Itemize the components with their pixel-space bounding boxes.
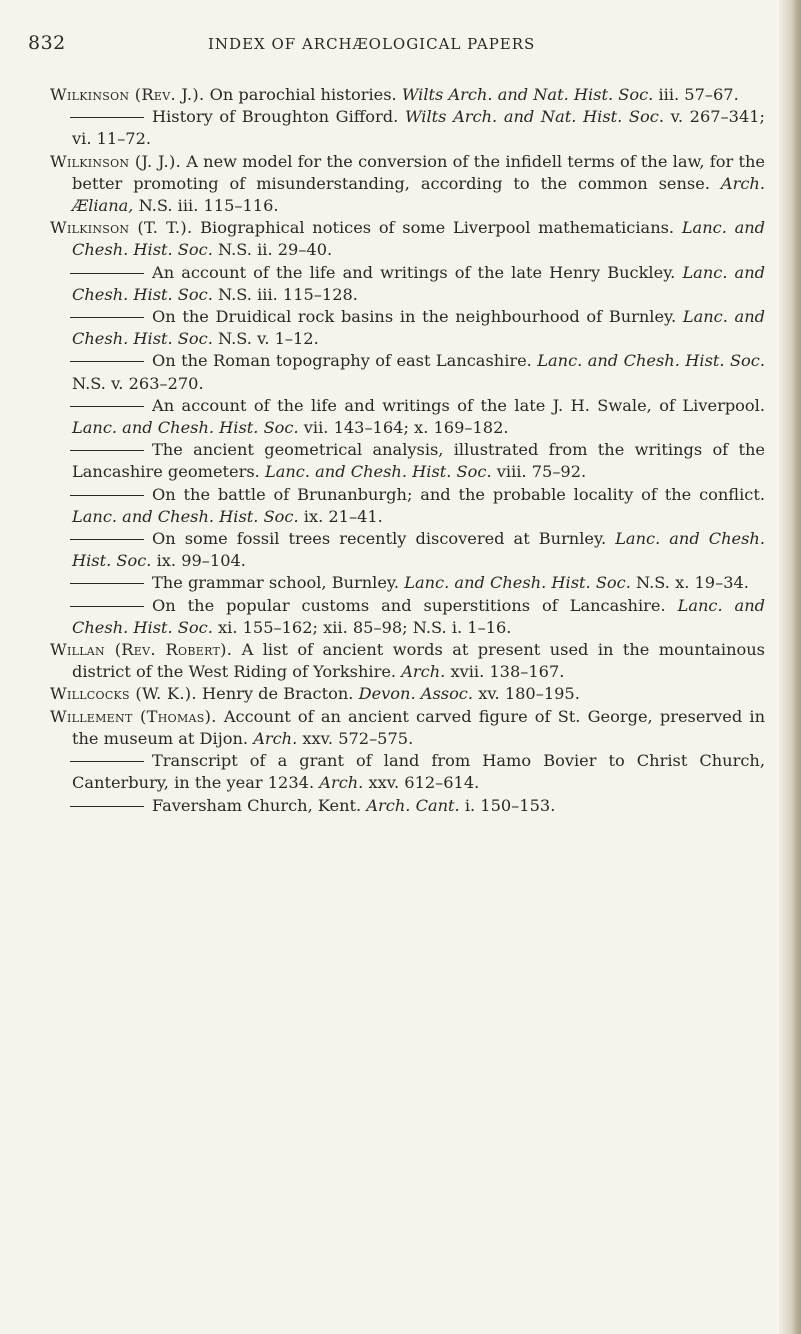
entry-source: Lanc. and Chesh. Hist. Soc. xyxy=(72,529,765,571)
index-entry xyxy=(50,439,765,483)
entry-reference: i. 150–153. xyxy=(464,795,556,815)
entry-title: On the Druidical rock basins in the neighbourhood of Burnley. xyxy=(152,307,677,327)
page-number: 832 xyxy=(28,32,66,54)
entry-reference: xvii. 138–167. xyxy=(450,662,565,682)
index-entry xyxy=(50,706,765,750)
entry-title: On parochial histories. xyxy=(209,85,397,104)
entry-reference: N.S. v. 1–12. xyxy=(218,329,319,349)
entry-title: Biographical notices of some Liverpool mathematicians. xyxy=(200,218,675,238)
entry-reference: N.S. v. 263–270. xyxy=(72,373,204,393)
entry-reference: v. 267–341; vi. 11–72. xyxy=(72,107,765,149)
ditto-dash xyxy=(70,539,144,540)
ditto-dash xyxy=(70,273,144,274)
entry-title: History of Broughton Gifford. xyxy=(152,107,399,127)
entry-title: On the popular customs and superstitions of Lancashire. xyxy=(152,595,666,615)
index-entry xyxy=(50,395,765,439)
entry-reference: N.S. x. 19–34. xyxy=(636,573,749,593)
entry-reference: ix. 21–41. xyxy=(303,506,383,526)
entry-reference: xxv. 572–575. xyxy=(302,728,414,748)
entry-title: Henry de Bracton. xyxy=(202,684,354,704)
entry-author: Wilkinson (J. J.). xyxy=(50,151,182,171)
entry-source: Lanc. and Chesh. Hist. Soc. xyxy=(72,595,765,637)
page-header xyxy=(28,20,768,68)
ditto-dash xyxy=(70,806,144,807)
ditto-dash xyxy=(70,583,144,584)
index-entry xyxy=(50,262,765,306)
entry-title: On the Roman topography of east Lancashire. xyxy=(152,351,532,371)
entry-title: Faversham Church, Kent. xyxy=(152,795,362,815)
page-edge-shadow xyxy=(779,0,801,1334)
entry-title: A new model for the conversion of the infidell terms of the law, for the better promoting of misunderstanding, according to the common sense. xyxy=(72,151,765,193)
entry-source: Lanc. and Chesh. Hist. Soc. xyxy=(404,573,631,593)
entry-title: Transcript of a grant of land from Hamo Bovier to Christ Church, Canterbury, in the year 1234. xyxy=(72,751,765,793)
entry-source: Arch. xyxy=(319,773,364,793)
entry-title: On the battle of Brunanburgh; and the probable locality of the conflict. xyxy=(152,484,765,504)
ditto-dash xyxy=(70,761,144,762)
index-entry xyxy=(50,306,765,350)
entry-source: Lanc. and Chesh. Hist. Soc. xyxy=(72,262,765,304)
entry-source: Lanc. and Chesh. Hist. Soc. xyxy=(72,307,765,349)
entry-reference: xv. 180–195. xyxy=(478,684,580,704)
entry-author: Willan (Rev. Robert). xyxy=(50,640,233,660)
entry-author: Wilkinson (Rev. J.). xyxy=(50,85,205,104)
entry-source: Lanc. and Chesh. Hist. Soc. xyxy=(72,418,299,438)
entry-source: Arch. xyxy=(401,662,446,682)
entry-title: A list of ancient words at present used in the mountainous district of the West Riding of Yorkshire. xyxy=(72,640,765,682)
index-entry xyxy=(50,151,765,218)
entry-reference: ix. 99–104. xyxy=(156,551,246,571)
ditto-dash xyxy=(70,495,144,496)
entry-source: Wilts Arch. and Nat. Hist. Soc. xyxy=(401,85,654,104)
entry-reference: xi. 155–162; xii. 85–98; N.S. i. 1–16. xyxy=(218,617,512,637)
entry-title: The grammar school, Burnley. xyxy=(152,573,400,593)
entry-author: Willcocks (W. K.). xyxy=(50,684,197,704)
entry-source: Lanc. and Chesh. Hist. Soc. xyxy=(264,462,492,482)
index-entry xyxy=(50,528,765,572)
ditto-dash xyxy=(70,361,144,362)
index-entry xyxy=(50,350,765,394)
entry-reference: N.S. iii. 115–128. xyxy=(218,284,358,304)
running-title: INDEX OF ARCHÆOLOGICAL PAPERS xyxy=(208,35,536,53)
index-entry xyxy=(50,639,765,683)
ditto-dash xyxy=(70,317,144,318)
index-entry xyxy=(50,595,765,639)
index-entry xyxy=(50,106,765,150)
entry-author: Wilkinson (T. T.). xyxy=(50,218,193,238)
entry-source: Devon. Assoc. xyxy=(358,684,474,704)
ditto-dash xyxy=(70,117,144,118)
entry-title: Account of an ancient carved figure of St. George, preserved in the museum at Dijon. xyxy=(72,706,765,748)
index-entry xyxy=(50,683,765,705)
entry-author: Willement (Thomas). xyxy=(50,706,217,726)
index-entry xyxy=(50,572,765,594)
entry-reference: xxv. 612–614. xyxy=(368,773,480,793)
entry-reference: viii. 75–92. xyxy=(496,462,587,482)
entry-title: An account of the life and writings of the late J. H. Swale, of Liverpool. xyxy=(152,395,765,415)
entry-reference: N.S. iii. 115–116. xyxy=(138,196,279,216)
ditto-dash xyxy=(70,606,144,607)
index-entries xyxy=(50,84,765,817)
entry-source: Wilts Arch. and Nat. Hist. Soc. xyxy=(404,107,664,127)
index-entry xyxy=(50,84,765,106)
entry-source: Lanc. and Chesh. Hist. Soc. xyxy=(72,506,299,526)
entry-source: Lanc. and Chesh. Hist. Soc. xyxy=(537,351,765,371)
ditto-dash xyxy=(70,406,144,407)
index-entry xyxy=(50,217,765,261)
entry-title: On some fossil trees recently discovered at Burnley. xyxy=(152,529,607,549)
index-entry xyxy=(50,795,765,817)
entry-reference: N.S. ii. 29–40. xyxy=(218,240,333,260)
entry-title: An account of the life and writings of the late Henry Buckley. xyxy=(152,262,676,282)
entry-reference: vii. 143–164; x. 169–182. xyxy=(303,418,509,438)
entry-source: Arch. xyxy=(253,728,298,748)
entry-title: The ancient geometrical analysis, illustrated from the writings of the Lancashire geometers. xyxy=(72,440,765,482)
entry-source: Lanc. and Chesh. Hist. Soc. xyxy=(72,218,766,260)
index-entry xyxy=(50,750,765,794)
entry-source: Arch. Æliana, xyxy=(72,173,765,216)
index-entry xyxy=(50,484,765,528)
entry-reference: iii. 57–67. xyxy=(658,85,739,104)
entry-source: Arch. Cant. xyxy=(366,795,460,815)
ditto-dash xyxy=(70,450,144,451)
